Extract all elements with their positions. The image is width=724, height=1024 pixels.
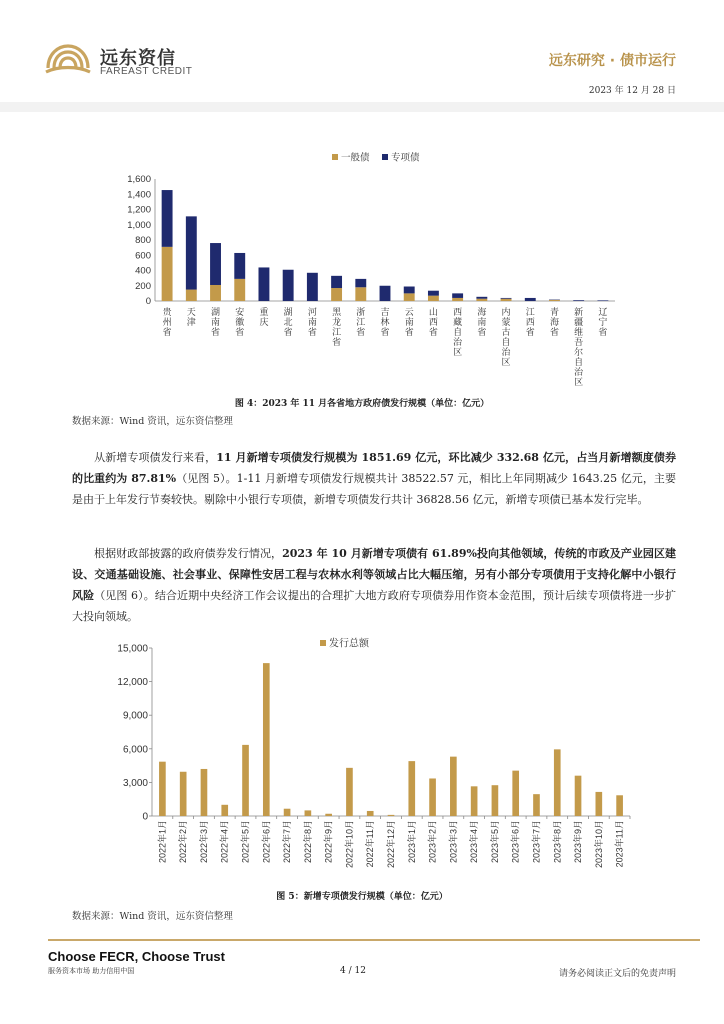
bar-专项债 [234, 253, 245, 279]
y-tick-label: 400 [135, 265, 151, 277]
x-tick-label: 浙江省 [356, 307, 366, 337]
bar-专项债 [380, 286, 391, 301]
x-tick-label: 辽宁省 [598, 307, 608, 337]
x-tick-label: 河南省 [307, 307, 317, 337]
report-date: 2023 年 12 月 28 日 [588, 86, 676, 96]
bar-2022年1月 [159, 762, 166, 816]
x-tick-label: 2022年2月 [178, 820, 189, 864]
x-tick-label: 海南省 [477, 307, 487, 337]
y-tick-label: 1,000 [127, 219, 151, 231]
bar-2022年3月 [201, 769, 208, 816]
bar-一般债 [355, 287, 366, 301]
paragraph-special-bond-issuance: 从新增专项债发行来看，11 月新增专项债发行规模为 1851.69 亿元，环比减少 332.68 亿元，占当月新增额度债券的比重约为 87.81%（见图 5）。1-11 月新增专项债发行规模共计 38522.57 元，相比上年同期减少 1643.25 亿元，主要是由于上年发行节奏较快。剔除中小银行专项债，新增专项债发行共计 36828.56 亿元，新增专项债已基本发行完毕。 [72, 451, 677, 506]
y-tick-label: 800 [135, 235, 151, 246]
header-band [0, 102, 724, 112]
fareast-logo-icon [44, 42, 92, 78]
bar-专项债 [331, 276, 342, 288]
bar-2023年7月 [533, 794, 540, 816]
x-tick-label: 2023年1月 [406, 820, 417, 864]
x-tick-label: 安徽省 [235, 307, 245, 337]
y-tick-label: 12,000 [117, 677, 148, 689]
y-tick-label: 1,600 [127, 174, 151, 185]
bar-2023年4月 [471, 786, 478, 816]
x-tick-label: 湖北省 [283, 307, 293, 337]
bar-专项债 [162, 190, 173, 247]
x-tick-label: 2022年9月 [323, 820, 334, 864]
x-tick-label: 江西省 [525, 307, 535, 337]
bar-2023年10月 [596, 792, 603, 816]
bar-2022年11月 [367, 811, 374, 816]
x-tick-label: 山西省 [428, 307, 438, 337]
x-tick-label: 2022年4月 [219, 820, 230, 864]
figure5-caption: 图 5：新增专项债发行规模（单位：亿元） [276, 892, 448, 902]
bar-一般债 [210, 285, 221, 301]
province-bond-chart [110, 145, 630, 390]
bar-专项债 [452, 293, 463, 298]
x-tick-label: 2023年3月 [448, 820, 459, 864]
x-tick-label: 湖南省 [211, 307, 221, 337]
bar-专项债 [428, 291, 439, 296]
x-tick-label: 2023年5月 [489, 820, 500, 864]
bar-一般债 [186, 290, 197, 301]
paragraph-special-bond-usage: 根据财政部披露的政府债券发行情况，2023 年 10 月新增专项债有 61.89%投向其他领域，传统的市政及产业园区建设、交通基础设施、社会事业、保障性安居工程与农林水利等领域占比大幅压缩，另有小部分专项债用于支持化解中小银行风险（见图 6）。结合近期中央经济工作会议提出的合理扩大地方政府专项债券用作资本金范围，预计后续专项债将进一步扩大投向领域。 [72, 547, 677, 623]
bar-一般债 [452, 298, 463, 301]
bar-专项债 [259, 267, 270, 301]
footer-divider [48, 939, 700, 941]
legend-label: 专项债 [391, 152, 420, 164]
x-tick-label: 西藏自治区 [453, 307, 463, 357]
bar-一般债 [234, 279, 245, 301]
bar-2023年9月 [575, 776, 582, 816]
y-tick-label: 3,000 [122, 777, 148, 789]
legend-swatch-一般债 [332, 154, 338, 160]
bar-2022年12月 [388, 815, 395, 816]
figure4-source: 数据来源：Wind 资讯，远东资信整理 [72, 416, 233, 427]
bar-专项债 [525, 298, 536, 301]
bar-一般债 [549, 300, 560, 301]
x-tick-label: 云南省 [404, 307, 414, 337]
x-tick-label: 2023年4月 [469, 820, 480, 864]
bar-2023年11月 [616, 795, 623, 816]
x-tick-label: 2022年6月 [261, 820, 272, 864]
bar-专项债 [307, 273, 318, 301]
x-tick-label: 2022年8月 [302, 820, 313, 864]
special-bond-monthly-chart [100, 630, 640, 880]
bar-专项债 [501, 298, 512, 299]
x-tick-label: 2023年9月 [573, 820, 584, 864]
x-tick-label: 2023年11月 [614, 820, 625, 868]
x-tick-label: 2022年5月 [240, 820, 251, 864]
x-tick-label: 青海省 [549, 307, 559, 337]
bar-一般债 [162, 247, 173, 301]
y-tick-label: 9,000 [122, 710, 148, 722]
x-tick-label: 2022年12月 [386, 820, 396, 869]
legend-label: 发行总额 [329, 638, 369, 650]
legend-swatch-专项债 [382, 154, 388, 160]
x-tick-label: 2023年10月 [593, 820, 604, 869]
bar-一般债 [331, 288, 342, 301]
bar-专项债 [404, 287, 415, 294]
bar-2023年8月 [554, 749, 561, 816]
bar-一般债 [428, 296, 439, 301]
bar-专项债 [210, 243, 221, 285]
x-tick-label: 天津 [186, 307, 196, 327]
bar-2022年10月 [346, 768, 353, 816]
y-tick-label: 0 [145, 296, 151, 307]
x-tick-label: 新疆维吾尔自治区 [574, 307, 584, 387]
bar-一般债 [404, 293, 415, 301]
y-tick-label: 200 [135, 280, 151, 292]
y-tick-label: 0 [142, 811, 148, 823]
footer-subslogan: 服务资本市场 助力信用中国 [48, 967, 135, 975]
page-number: 4 / 12 [340, 966, 366, 976]
bar-2022年7月 [284, 809, 291, 816]
y-tick-label: 1,200 [127, 204, 151, 216]
bar-2022年8月 [305, 810, 312, 816]
y-tick-label: 600 [135, 250, 151, 262]
bar-专项债 [186, 216, 197, 289]
brand-name: 远东资信 [100, 48, 176, 69]
figure5-source: 数据来源：Wind 资讯，远东资信整理 [72, 911, 233, 922]
x-tick-label: 2022年3月 [198, 820, 209, 864]
bar-2022年9月 [325, 814, 332, 816]
bar-2023年3月 [450, 757, 457, 816]
bar-2022年5月 [242, 745, 249, 816]
x-tick-label: 黑龙江省 [332, 307, 342, 347]
bar-2022年4月 [221, 805, 228, 816]
footer-slogan: Choose FECR, Choose Trust [48, 949, 225, 964]
bar-专项债 [476, 297, 487, 299]
x-tick-label: 2023年7月 [531, 820, 542, 864]
x-tick-label: 2022年10月 [344, 820, 355, 869]
bar-2023年2月 [429, 778, 436, 816]
x-tick-label: 2023年6月 [510, 820, 521, 864]
bar-专项债 [573, 300, 584, 301]
bar-2022年2月 [180, 772, 187, 816]
bar-专项债 [283, 270, 294, 301]
bar-一般债 [501, 299, 512, 301]
x-tick-label: 重庆 [259, 307, 269, 327]
x-tick-label: 2022年7月 [282, 820, 293, 864]
y-tick-label: 6,000 [122, 744, 148, 756]
bar-2023年1月 [408, 761, 415, 816]
x-tick-label: 2023年2月 [427, 820, 438, 864]
legend-swatch [320, 640, 326, 646]
y-tick-label: 1,400 [127, 189, 151, 201]
y-tick-label: 15,000 [117, 643, 148, 655]
bar-2023年6月 [512, 771, 519, 816]
x-tick-label: 吉林省 [380, 307, 390, 337]
column-title: 远东研究 · 债市运行 [548, 53, 676, 69]
x-tick-label: 贵州省 [162, 307, 172, 337]
brand-name-en: FAREAST CREDIT [100, 66, 193, 77]
x-tick-label: 内蒙古自治区 [501, 307, 511, 367]
bar-专项债 [355, 279, 366, 287]
disclaimer-note: 请务必阅读正文后的免责声明 [558, 969, 676, 979]
x-tick-label: 2023年8月 [552, 820, 563, 864]
figure4-caption: 图 4：2023 年 11 月各省地方政府债发行规模（单位：亿元） [234, 399, 490, 409]
legend-label: 一般债 [341, 152, 370, 164]
bar-2023年5月 [492, 785, 499, 816]
bar-专项债 [597, 300, 608, 301]
x-tick-label: 2022年11月 [365, 820, 376, 868]
bar-2022年6月 [263, 663, 270, 816]
bar-一般债 [476, 299, 487, 301]
x-tick-label: 2022年1月 [157, 820, 168, 864]
